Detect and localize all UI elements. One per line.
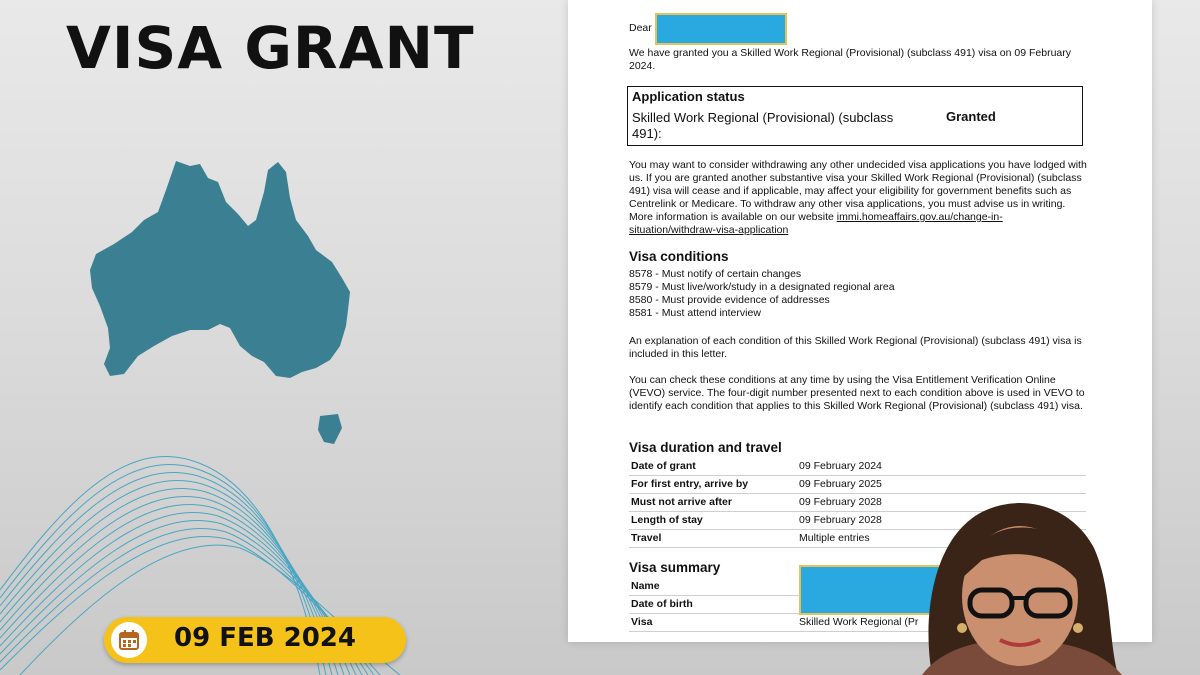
redacted-name xyxy=(655,13,787,45)
conditions-list xyxy=(629,268,1089,320)
table-row: Date of birth xyxy=(629,596,1086,614)
table-row: Name xyxy=(629,578,1086,596)
table-row: Travel Multiple entries xyxy=(629,530,1086,548)
withdraw-text: You may want to consider withdrawing any other undecided visa applications you have lodged with us. If you are granted another substantive visa your Skilled Work Regional (Provisional) (subclass 491) visa will cease and if applicable, may affect your eligibility for government benefits such as Centrelink or Medicare. To withdraw any other visa applications, you must advise us in writing. More information is available on our website xyxy=(629,159,1087,223)
status-value: Granted xyxy=(946,109,996,124)
vevo-text: You can check these conditions at any time by using the Visa Entitlement Verification Online (VEVO) service. The four-digit number presented next to each condition above is used in VEVO to identify each condition that applies to this Skilled Work Regional (Provisional) (subclass 491) visa. xyxy=(629,374,1085,412)
salutation: Dear xyxy=(629,22,652,34)
date-text: 09 FEB 2024 xyxy=(174,623,356,653)
date-badge xyxy=(104,617,406,663)
australia-map-icon xyxy=(80,150,410,450)
withdraw-paragraph xyxy=(629,159,1089,237)
table-row: Must not arrive after 09 February 2028 xyxy=(629,494,1086,512)
condition-item: 8581 - Must attend interview xyxy=(629,307,761,319)
intro-text: We have granted you a Skilled Work Regional (Provisional) (subclass 491) visa on 09 February 2024. xyxy=(629,47,1071,72)
headline: VISA GRANT xyxy=(66,14,475,82)
explanation-text: An explanation of each condition of this Skilled Work Regional (Provisional) (subclass 491) visa is included in this letter. xyxy=(629,335,1082,360)
condition-item: 8578 - Must notify of certain changes xyxy=(629,268,802,280)
condition-item: 8580 - Must provide evidence of addresses xyxy=(629,294,830,306)
duration-title: Visa duration and travel xyxy=(629,440,782,455)
condition-item: 8579 - Must live/work/study in a designated regional area xyxy=(629,281,895,293)
table-row: Visa Skilled Work Regional (Pr xyxy=(629,614,1086,632)
status-label: Skilled Work Regional (Provisional) (subclass 491): xyxy=(632,110,894,141)
calendar-icon xyxy=(111,622,147,658)
application-status-box xyxy=(627,86,1083,146)
table-row: For first entry, arrive by 09 February 2025 xyxy=(629,476,1086,494)
summary-title: Visa summary xyxy=(629,560,721,575)
status-title: Application status xyxy=(632,89,745,104)
withdraw-link[interactable]: immi.homeaffairs.gov.au/change-in-situation/withdraw-visa-application xyxy=(629,211,1003,236)
table-row: Length of stay 09 February 2028 xyxy=(629,512,1086,530)
advisor-portrait xyxy=(912,498,1128,675)
table-row: Date of grant 09 February 2024 xyxy=(629,458,1086,476)
conditions-title: Visa conditions xyxy=(629,249,729,264)
